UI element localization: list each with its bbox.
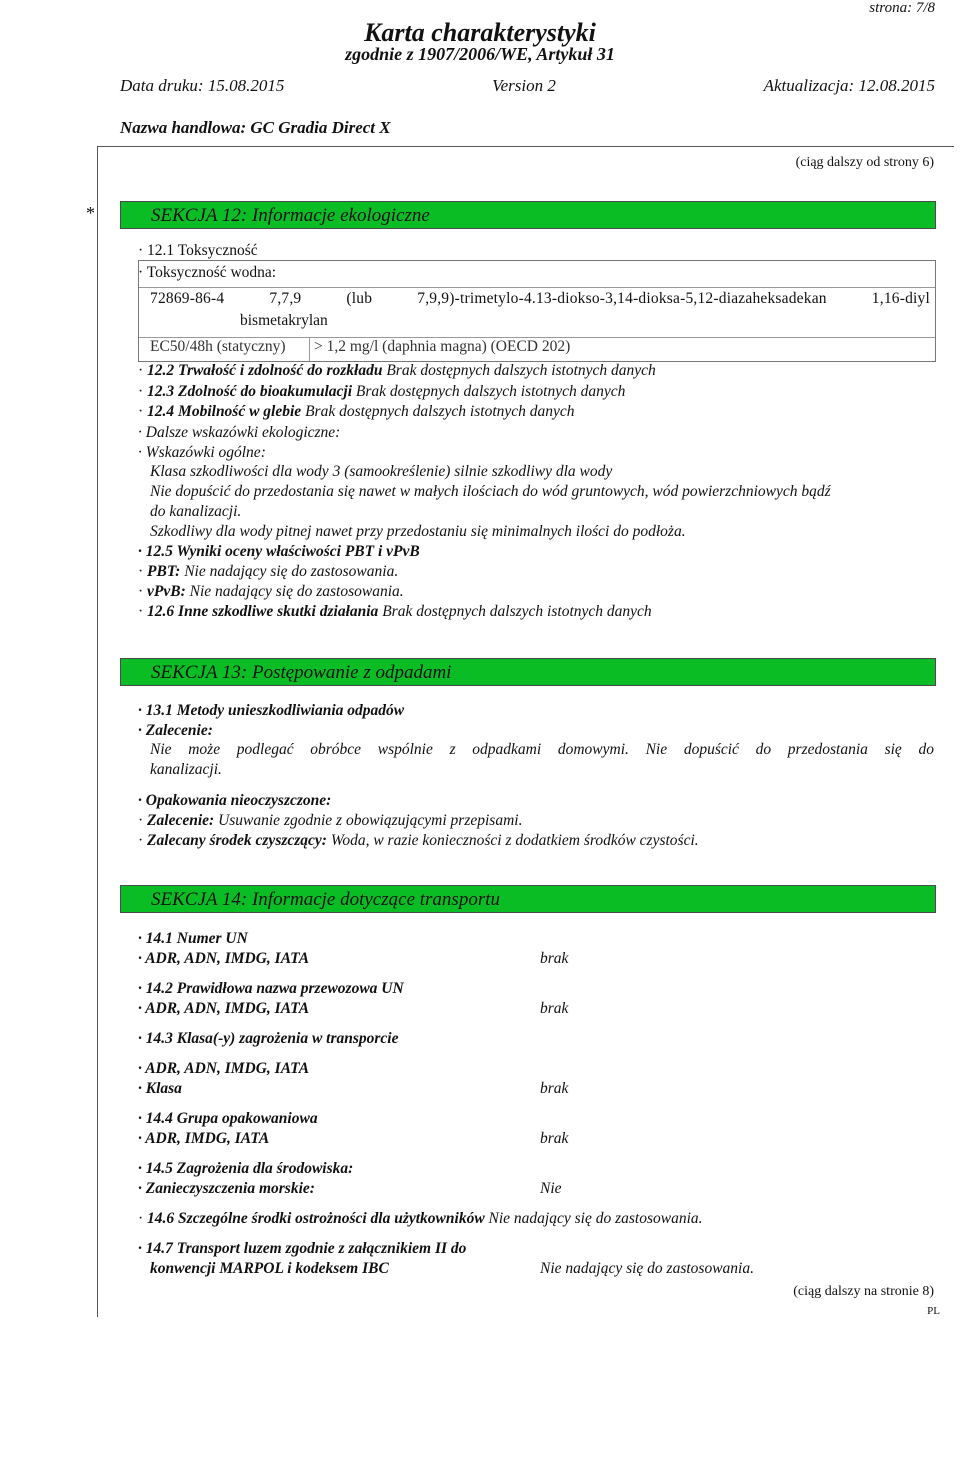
s14-4-value: brak — [540, 1130, 569, 1147]
section-13-title: SEKCJA 13: Postępowanie z odpadami — [151, 662, 452, 683]
trade-name: Nazwa handlowa: GC Gradia Direct X — [120, 118, 391, 137]
s14-5-marine-label: · Zanieczyszczenia morskie: — [138, 1180, 315, 1197]
cas-substance-line1: 72869-86-4 7,7,9 (lub 7,9,9)-trimetylo-4.13-diokso-3,14-dioksa-5,12-diazaheksadekan 1,16-diyl — [150, 290, 930, 307]
s14-7-heading-line1: · 14.7 Transport luzem zgodnie z załącznikiem II do — [138, 1240, 467, 1257]
groundwater-note-line1: Nie dopuścić do przedostania się nawet w małych ilościach do wód gruntowych, wód powierzchniowych bądź — [150, 483, 831, 500]
ec50-label: EC50/48h (statyczny) — [150, 338, 286, 355]
general-hints-heading: · Wskazówki ogólne: — [138, 444, 266, 461]
continued-to-note: (ciąg dalszy na stronie 8) — [793, 1284, 934, 1299]
pbt-line: · PBT: Nie nadający się do zastosowania. — [138, 563, 399, 580]
s14-7-value: Nie nadający się do zastosowania. — [540, 1260, 754, 1277]
ec50-value: > 1,2 mg/l (daphnia magna) (OECD 202) — [314, 338, 571, 355]
s14-3-heading: · 14.3 Klasa(-y) zagrożenia w transporcie — [138, 1030, 399, 1047]
cleaning-agent-line: · Zalecany środek czyszczący: Woda, w razie konieczności z dodatkiem środków czystości. — [138, 832, 699, 849]
language-code: PL — [927, 1305, 940, 1317]
s14-2-value: brak — [540, 1000, 569, 1017]
update-date: Aktualizacja: 12.08.2015 — [763, 76, 935, 95]
section-14-title: SEKCJA 14: Informacje dotyczące transportu — [151, 889, 500, 910]
section-12-title: SEKCJA 12: Informacje ekologiczne — [151, 205, 430, 226]
drinking-water-note: Szkodliwy dla wody pitnej nawet przy przedostaniu się minimalnych ilości do podłoża. — [150, 523, 686, 540]
recommendation-heading: · Zalecenie: — [138, 722, 213, 739]
s12-water-toxicity: · Toksyczność wodna: — [138, 264, 277, 281]
version-label: Version 2 — [492, 76, 556, 95]
s12-5-heading: · 12.5 Wyniki oceny właściwości PBT i vPvB — [138, 543, 420, 560]
further-eco-heading: · Dalsze wskazówki ekologiczne: — [138, 424, 341, 441]
uncleaned-packaging-heading: · Opakowania nieoczyszczone: — [138, 792, 332, 809]
s12-2-line: · 12.2 Trwałość i zdolność do rozkładu Brak dostępnych dalszych istotnych danych — [138, 362, 656, 379]
s14-5-heading: · 14.5 Zagrożenia dla środowiska: — [138, 1160, 354, 1177]
s14-1-value: brak — [540, 950, 569, 967]
section-14-header — [120, 885, 936, 913]
s14-3-value: brak — [540, 1080, 569, 1097]
recommendation-text-line1: Nie może podlegać obróbce wspólnie z odpadkami domowymi. Nie dopuścić do przedostania się do — [150, 741, 934, 758]
header-meta-row — [120, 76, 935, 96]
s12-toxicity-heading: · 12.1 Toksyczność — [138, 242, 258, 259]
s14-2-heading: · 14.2 Prawidłowa nazwa przewozowa UN — [138, 980, 404, 997]
s14-7-heading-line2: konwencji MARPOL i kodeksem IBC — [150, 1260, 389, 1277]
water-hazard-class: Klasa szkodliwości dla wody 3 (samookreślenie) silnie szkodliwy dla wody — [150, 463, 613, 480]
section-13-header — [120, 658, 936, 686]
s14-1-heading: · 14.1 Numer UN — [138, 930, 248, 947]
s14-6-line: · 14.6 Szczególne środki ostrożności dla użytkowników Nie nadający się do zastosowania. — [138, 1210, 703, 1227]
s13-1-heading: · 13.1 Metody unieszkodliwiania odpadów — [138, 702, 405, 719]
groundwater-note-line2: do kanalizacji. — [150, 503, 242, 520]
document-subtitle: zgodnie z 1907/2006/WE, Artykuł 31 — [345, 44, 615, 64]
recommendation-text-line2: kanalizacji. — [150, 761, 222, 778]
s14-4-modes: · ADR, IMDG, IATA — [138, 1130, 270, 1147]
revision-marker: * — [86, 203, 95, 223]
s14-1-modes: · ADR, ADN, IMDG, IATA — [138, 950, 310, 967]
s14-4-heading: · 14.4 Grupa opakowaniowa — [138, 1110, 318, 1127]
s14-3-class-label: · Klasa — [138, 1080, 182, 1097]
cas-substance-line2: bismetakrylan — [240, 312, 328, 329]
document-title: Karta charakterystyki — [364, 18, 596, 47]
packaging-recommendation: · Zalecenie: Usuwanie zgodnie z obowiązującymi przepisami. — [138, 812, 523, 829]
s14-3-modes: · ADR, ADN, IMDG, IATA — [138, 1060, 310, 1077]
print-date: Data druku: 15.08.2015 — [120, 76, 285, 95]
s12-3-line: · 12.3 Zdolność do bioakumulacji Brak dostępnych dalszych istotnych danych — [138, 383, 626, 400]
vpvb-line: · vPvB: Nie nadający się do zastosowania. — [138, 583, 404, 600]
page-number: strona: 7/8 — [869, 0, 935, 16]
s14-2-modes: · ADR, ADN, IMDG, IATA — [138, 1000, 310, 1017]
section-12-header — [120, 201, 936, 229]
continued-from-note: (ciąg dalszy od strony 6) — [795, 155, 934, 170]
s12-6-line: · 12.6 Inne szkodliwe skutki działania Brak dostępnych dalszych istotnych danych — [138, 603, 652, 620]
s12-4-line: · 12.4 Mobilność w glebie Brak dostępnych dalszych istotnych danych — [138, 403, 575, 420]
s14-5-value: Nie — [540, 1180, 562, 1197]
